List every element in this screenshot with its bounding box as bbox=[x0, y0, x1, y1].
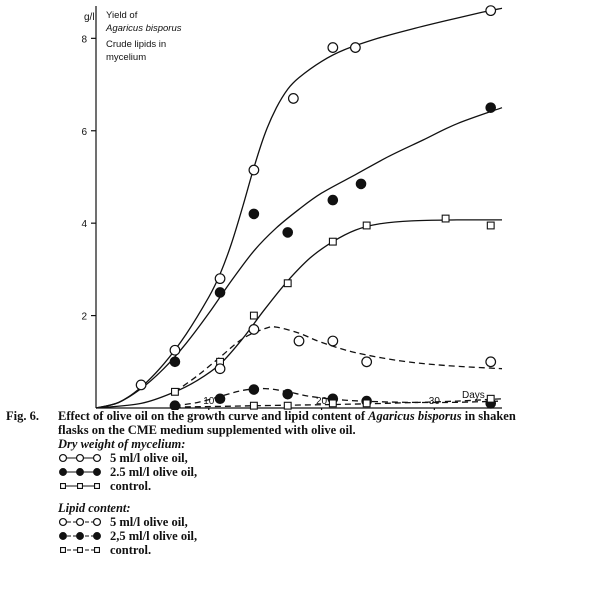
legend-marker bbox=[94, 469, 101, 476]
series-curve-dry-weight-of-mycelium-open-square bbox=[96, 220, 502, 408]
caption-line-1-a: Effect of olive oil on the growth curve and lipid content of bbox=[58, 409, 369, 423]
caption-line-1-b: in shaken bbox=[461, 409, 516, 423]
legend-label-lipid-control: control. bbox=[110, 543, 152, 557]
data-point-lipid-content-open-square bbox=[487, 395, 494, 402]
legend-entry-dry-control bbox=[58, 479, 596, 493]
legend-marker bbox=[61, 484, 66, 489]
data-point-dry-weight-of-mycelium-filled-circle bbox=[249, 209, 259, 219]
legend-marker bbox=[60, 455, 67, 462]
data-point-lipid-content-open-square bbox=[363, 400, 370, 407]
data-point-lipid-content-open-circle bbox=[294, 336, 304, 346]
legend-marker bbox=[94, 455, 101, 462]
legend-marker bbox=[77, 533, 84, 540]
x-tick-label: 30 bbox=[428, 396, 440, 407]
series-curve-dry-weight-of-mycelium-filled-circle bbox=[96, 108, 502, 408]
curve-group bbox=[96, 8, 502, 408]
legend-marker bbox=[78, 484, 83, 489]
data-point-dry-weight-of-mycelium-open-square bbox=[284, 280, 291, 287]
yield-title-line2: Agaricus bisporus bbox=[106, 23, 182, 34]
y-tick-label: 4 bbox=[81, 219, 87, 231]
tick-group bbox=[81, 34, 440, 410]
data-point-lipid-content-open-circle bbox=[215, 364, 225, 374]
caption-species: Agaricus bisporus bbox=[368, 409, 462, 423]
chart-annotations bbox=[105, 10, 182, 63]
legend-label-dry-control: control. bbox=[110, 479, 152, 493]
legend-symbol-dry-2-5ml bbox=[58, 465, 102, 479]
data-point-lipid-content-open-circle bbox=[249, 325, 259, 335]
legend-symbol-lipid-2-5ml bbox=[58, 529, 102, 543]
data-point-dry-weight-of-mycelium-open-square bbox=[487, 222, 494, 229]
legend-symbol-dry-5ml bbox=[58, 451, 102, 465]
legend-entry-dry-5ml bbox=[58, 451, 596, 465]
data-point-dry-weight-of-mycelium-open-square bbox=[172, 388, 179, 395]
legend-entry-lipid-2-5ml bbox=[58, 529, 596, 543]
marker-group bbox=[136, 6, 495, 410]
data-point-dry-weight-of-mycelium-open-circle bbox=[351, 43, 361, 53]
yield-title-line1: Yield of bbox=[106, 10, 138, 21]
legend-entry-lipid-5ml bbox=[58, 515, 596, 529]
data-point-lipid-content-open-circle bbox=[362, 357, 372, 367]
data-point-dry-weight-of-mycelium-filled-circle bbox=[170, 357, 180, 367]
legend-symbol-dry-control bbox=[58, 479, 102, 493]
legend-heading-lipid: Lipid content: bbox=[58, 501, 131, 515]
data-point-dry-weight-of-mycelium-open-square bbox=[442, 215, 449, 222]
legend-label-lipid-5ml: 5 ml/l olive oil, bbox=[110, 515, 188, 529]
legend-marker bbox=[94, 519, 101, 526]
caption-row-1 bbox=[6, 409, 596, 423]
data-point-lipid-content-filled-circle bbox=[283, 389, 293, 399]
x-tick-label: 10 bbox=[203, 396, 215, 407]
data-point-lipid-content-open-circle bbox=[328, 336, 338, 346]
data-point-dry-weight-of-mycelium-open-circle bbox=[328, 43, 338, 53]
legend-marker bbox=[60, 533, 67, 540]
caption-row-2 bbox=[6, 423, 596, 437]
figure-number: Fig. 6. bbox=[6, 409, 39, 423]
data-point-dry-weight-of-mycelium-filled-circle bbox=[486, 103, 496, 113]
legend-marker bbox=[77, 469, 84, 476]
y-tick-label: 8 bbox=[81, 34, 87, 46]
legend-label-lipid-2-5ml: 2,5 ml/l olive oil, bbox=[110, 529, 198, 543]
caption-line-1 bbox=[58, 409, 516, 423]
caption-line-2: flasks on the CME medium supplemented with olive oil. bbox=[58, 423, 356, 437]
y-tick-label: 2 bbox=[81, 311, 87, 323]
data-point-dry-weight-of-mycelium-filled-circle bbox=[328, 195, 338, 205]
legend-symbol-lipid-5ml bbox=[58, 515, 102, 529]
figure-caption bbox=[6, 409, 596, 557]
legend-label-dry-2-5ml: 2.5 ml/l olive oil, bbox=[110, 465, 198, 479]
data-point-dry-weight-of-mycelium-open-square bbox=[329, 238, 336, 245]
data-point-dry-weight-of-mycelium-filled-circle bbox=[356, 179, 366, 189]
data-point-lipid-content-open-square bbox=[329, 400, 336, 407]
data-point-dry-weight-of-mycelium-open-circle bbox=[170, 345, 180, 355]
legend-marker bbox=[95, 484, 100, 489]
data-point-lipid-content-open-circle bbox=[486, 357, 496, 367]
legend-entry-dry-2-5ml bbox=[58, 465, 596, 479]
data-point-dry-weight-of-mycelium-open-circle bbox=[136, 380, 146, 390]
legend-marker bbox=[77, 519, 84, 526]
data-point-dry-weight-of-mycelium-filled-circle bbox=[283, 228, 293, 238]
legend-heading-dry-weight: Dry weight of mycelium: bbox=[58, 437, 186, 451]
legend-marker bbox=[61, 548, 66, 553]
legend-symbol-lipid-control bbox=[58, 543, 102, 557]
data-point-dry-weight-of-mycelium-open-circle bbox=[215, 274, 225, 284]
data-point-lipid-content-filled-circle bbox=[215, 394, 225, 404]
legend-marker bbox=[78, 548, 83, 553]
x-tick-label: 20 bbox=[315, 396, 328, 407]
legend-marker bbox=[60, 519, 67, 526]
y-tick-label: 6 bbox=[81, 126, 87, 138]
axes bbox=[96, 6, 502, 408]
y-unit-label: g/l bbox=[84, 12, 95, 23]
x-axis-title: Days bbox=[462, 390, 485, 401]
legend-marker bbox=[60, 469, 67, 476]
data-point-dry-weight-of-mycelium-open-circle bbox=[289, 94, 299, 104]
data-point-dry-weight-of-mycelium-open-square bbox=[250, 312, 257, 319]
data-point-dry-weight-of-mycelium-filled-circle bbox=[215, 288, 225, 298]
series-curve-dry-weight-of-mycelium-open-circle bbox=[96, 8, 502, 408]
legend-marker bbox=[95, 548, 100, 553]
data-point-lipid-content-filled-circle bbox=[249, 385, 259, 395]
lipid-title-line2: mycelium bbox=[106, 52, 147, 63]
data-point-dry-weight-of-mycelium-open-square bbox=[363, 222, 370, 229]
data-point-dry-weight-of-mycelium-open-circle bbox=[486, 6, 496, 16]
legend-label-dry-5ml: 5 ml/l olive oil, bbox=[110, 451, 188, 465]
legend-entry-lipid-control bbox=[58, 543, 596, 557]
legend-marker bbox=[77, 455, 84, 462]
data-point-dry-weight-of-mycelium-open-circle bbox=[249, 165, 259, 175]
lipid-title-line1: Crude lipids in bbox=[106, 39, 167, 50]
legend-marker bbox=[94, 533, 101, 540]
